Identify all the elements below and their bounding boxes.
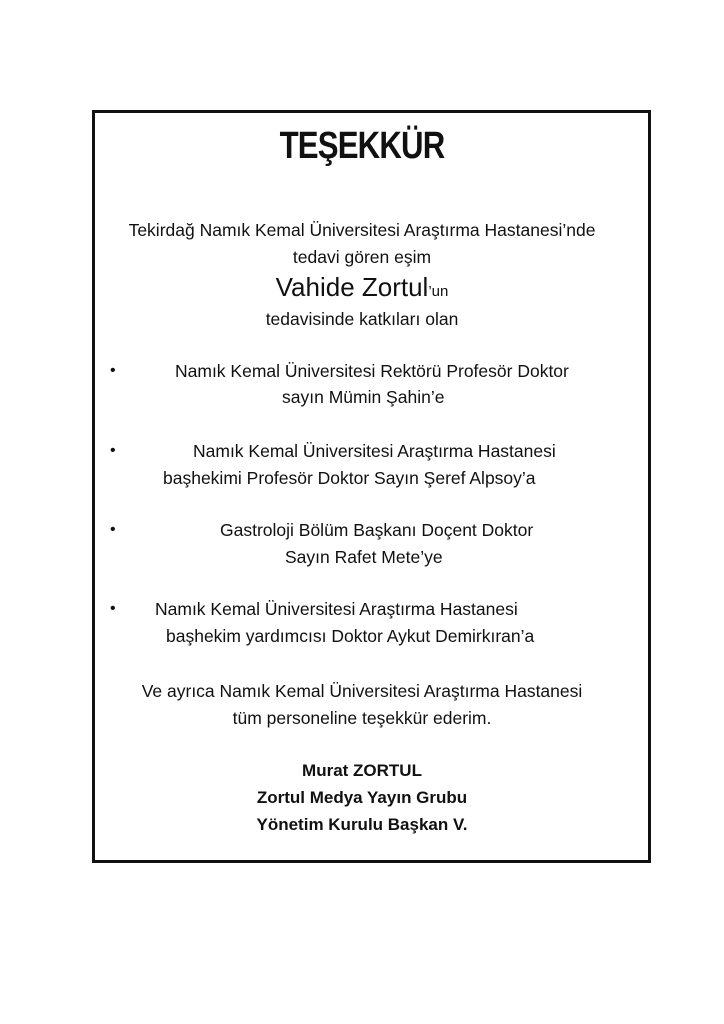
patient-name xyxy=(0,272,724,303)
signature-name: Murat ZORTUL xyxy=(302,761,422,780)
bullet-4-line-2: başhekim yardımcısı Doktor Aykut Demirkıran’a xyxy=(166,626,535,646)
bullet-marker-2: • xyxy=(110,442,116,459)
closing-line-2: tüm personeline teşekkür ederim. xyxy=(232,708,492,728)
notice-title: TEŞEKKÜR xyxy=(279,125,445,167)
signature-company: Zortul Medya Yayın Grubu xyxy=(256,788,468,807)
bullet-marker-1: • xyxy=(110,362,116,379)
bullet-2-line-2: başhekimi Profesör Doktor Sayın Şeref Alpsoy’a xyxy=(163,468,536,488)
bullet-marker-3: • xyxy=(110,521,116,538)
patient-name-suffix: ’un xyxy=(428,283,449,300)
bullet-1-line-1: Namık Kemal Üniversitesi Rektörü Profesör Doktor xyxy=(175,361,569,381)
signature-position: Yönetim Kurulu Başkan V. xyxy=(256,815,468,834)
bullet-1-line-2: sayın Mümin Şahin’e xyxy=(282,387,445,407)
bullet-marker-4: • xyxy=(110,600,116,617)
bullet-4-line-1: Namık Kemal Üniversitesi Araştırma Hastanesi xyxy=(155,599,518,619)
intro-line-3: tedavisinde katkıları olan xyxy=(265,309,459,329)
bullet-3-line-2: Sayın Rafet Mete’ye xyxy=(285,547,443,567)
patient-name-text: Vahide Zortul xyxy=(275,272,429,302)
bullet-3-line-1: Gastroloji Bölüm Başkanı Doçent Doktor xyxy=(220,520,534,540)
intro-line-1: Tekirdağ Namık Kemal Üniversitesi Araştırma Hastanesi’nde xyxy=(128,220,596,240)
bullet-2-line-1: Namık Kemal Üniversitesi Araştırma Hastanesi xyxy=(193,441,556,461)
intro-line-2: tedavi gören eşim xyxy=(292,247,432,267)
closing-line-1: Ve ayrıca Namık Kemal Üniversitesi Araştırma Hastanesi xyxy=(141,681,583,701)
